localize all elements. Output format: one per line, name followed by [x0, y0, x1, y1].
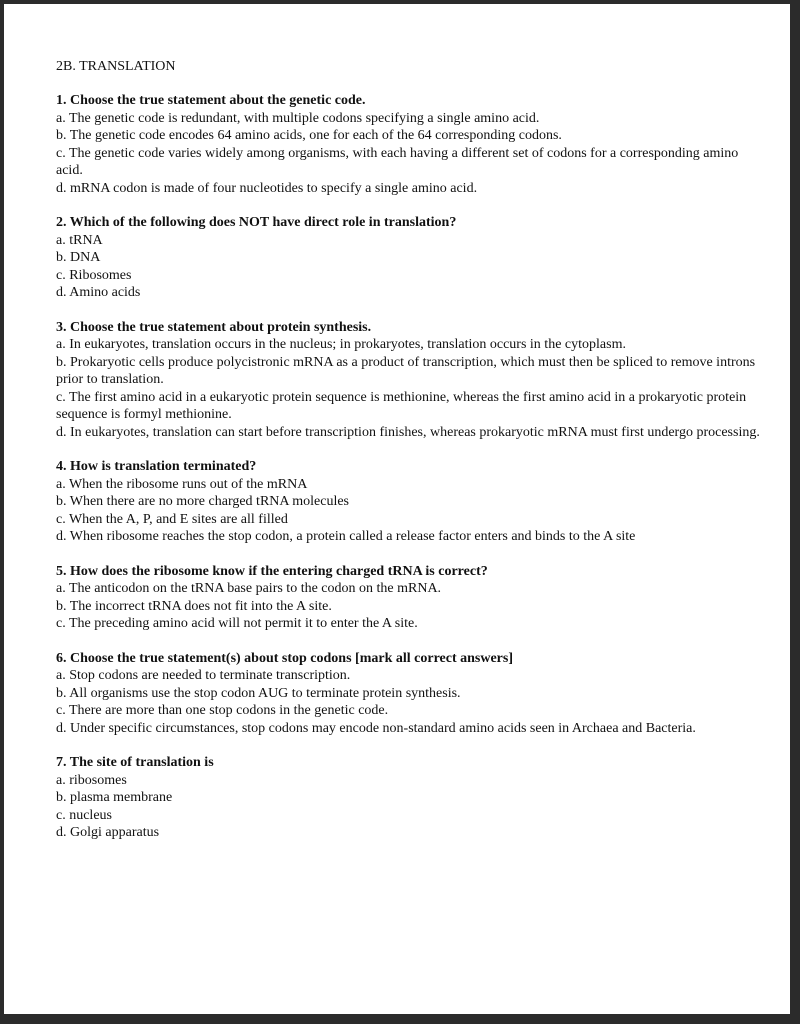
answer-option-b: b. The genetic code encodes 64 amino acids, one for each of the 64 corresponding codons.: [56, 128, 562, 143]
question-7: [56, 754, 760, 842]
answer-option-a: a. The genetic code is redundant, with multiple codons specifying a single amino acid.: [56, 110, 540, 126]
answer-option-c: c. When the A, P, and E sites are all filled: [56, 511, 288, 527]
question-text: 5. How does the ribosome know if the entering charged tRNA is correct?: [56, 563, 488, 579]
question-3: [56, 319, 760, 442]
answer-option-a: a. Stop codons are needed to terminate transcription.: [56, 668, 351, 683]
answer-option-d: d. Under specific circumstances, stop codons may encode non-standard amino acids seen in Archaea and Bacteria.: [56, 720, 696, 736]
question-list: [56, 92, 760, 842]
answer-option-a: a. In eukaryotes, translation occurs in the nucleus; in prokaryotes, translation occurs in the cytoplasm.: [56, 337, 626, 352]
question-text: 7. The site of translation is: [56, 755, 214, 770]
answer-option-c: c. nucleus: [56, 807, 112, 823]
answer-option-a: a. tRNA: [56, 232, 103, 248]
question-6: [56, 650, 760, 738]
answer-option-b: b. The incorrect tRNA does not fit into the A site.: [56, 598, 332, 614]
answer-option-c: c. The genetic code varies widely among organisms, with each having a different set of codons for a corresponding amino acid.: [56, 145, 739, 178]
question-text: 1. Choose the true statement about the genetic code.: [56, 93, 366, 108]
question-5: [56, 563, 760, 633]
answer-option-c: c. Ribosomes: [56, 267, 132, 283]
question-2: [56, 214, 760, 302]
answer-option-d: d. In eukaryotes, translation can start before transcription finishes, whereas prokaryotic mRNA must first undergo processing.: [56, 424, 760, 440]
answer-option-a: a. The anticodon on the tRNA base pairs to the codon on the mRNA.: [56, 581, 442, 596]
answer-option-b: b. Prokaryotic cells produce polycistronic mRNA as a product of transcription, which must then be spliced to remove introns prior to translation.: [56, 354, 756, 387]
document-page: [4, 4, 790, 1014]
question-1: [56, 92, 760, 197]
answer-option-b: b. DNA: [56, 250, 101, 265]
answer-option-d: d. When ribosome reaches the stop codon, a protein called a release factor enters and binds to the A site: [56, 529, 636, 544]
answer-option-b: b. All organisms use the stop codon AUG to terminate protein synthesis.: [56, 685, 461, 701]
answer-option-a: a. When the ribosome runs out of the mRNA: [56, 476, 308, 492]
answer-option-a: a. ribosomes: [56, 772, 127, 788]
document-title: 2B. TRANSLATION: [56, 59, 176, 74]
question-text: 2. Which of the following does NOT have direct role in translation?: [56, 215, 457, 230]
question-text: 4. How is translation terminated?: [56, 459, 257, 474]
answer-option-d: d. mRNA codon is made of four nucleotides to specify a single amino acid.: [56, 180, 478, 196]
answer-option-c: c. The first amino acid in a eukaryotic protein sequence is methionine, whereas the first amino acid in a prokaryotic protein sequence is formyl methionine.: [56, 389, 747, 422]
answer-option-b: b. plasma membrane: [56, 790, 173, 805]
question-text: 3. Choose the true statement about protein synthesis.: [56, 319, 372, 335]
answer-option-d: d. Amino acids: [56, 285, 141, 300]
question-4: [56, 458, 760, 546]
answer-option-d: d. Golgi apparatus: [56, 825, 160, 840]
answer-option-c: c. The preceding amino acid will not permit it to enter the A site.: [56, 616, 418, 631]
answer-option-c: c. There are more than one stop codons in the genetic code.: [56, 703, 389, 718]
question-text: 6. Choose the true statement(s) about stop codons [mark all correct answers]: [56, 650, 514, 666]
answer-option-b: b. When there are no more charged tRNA molecules: [56, 494, 349, 509]
